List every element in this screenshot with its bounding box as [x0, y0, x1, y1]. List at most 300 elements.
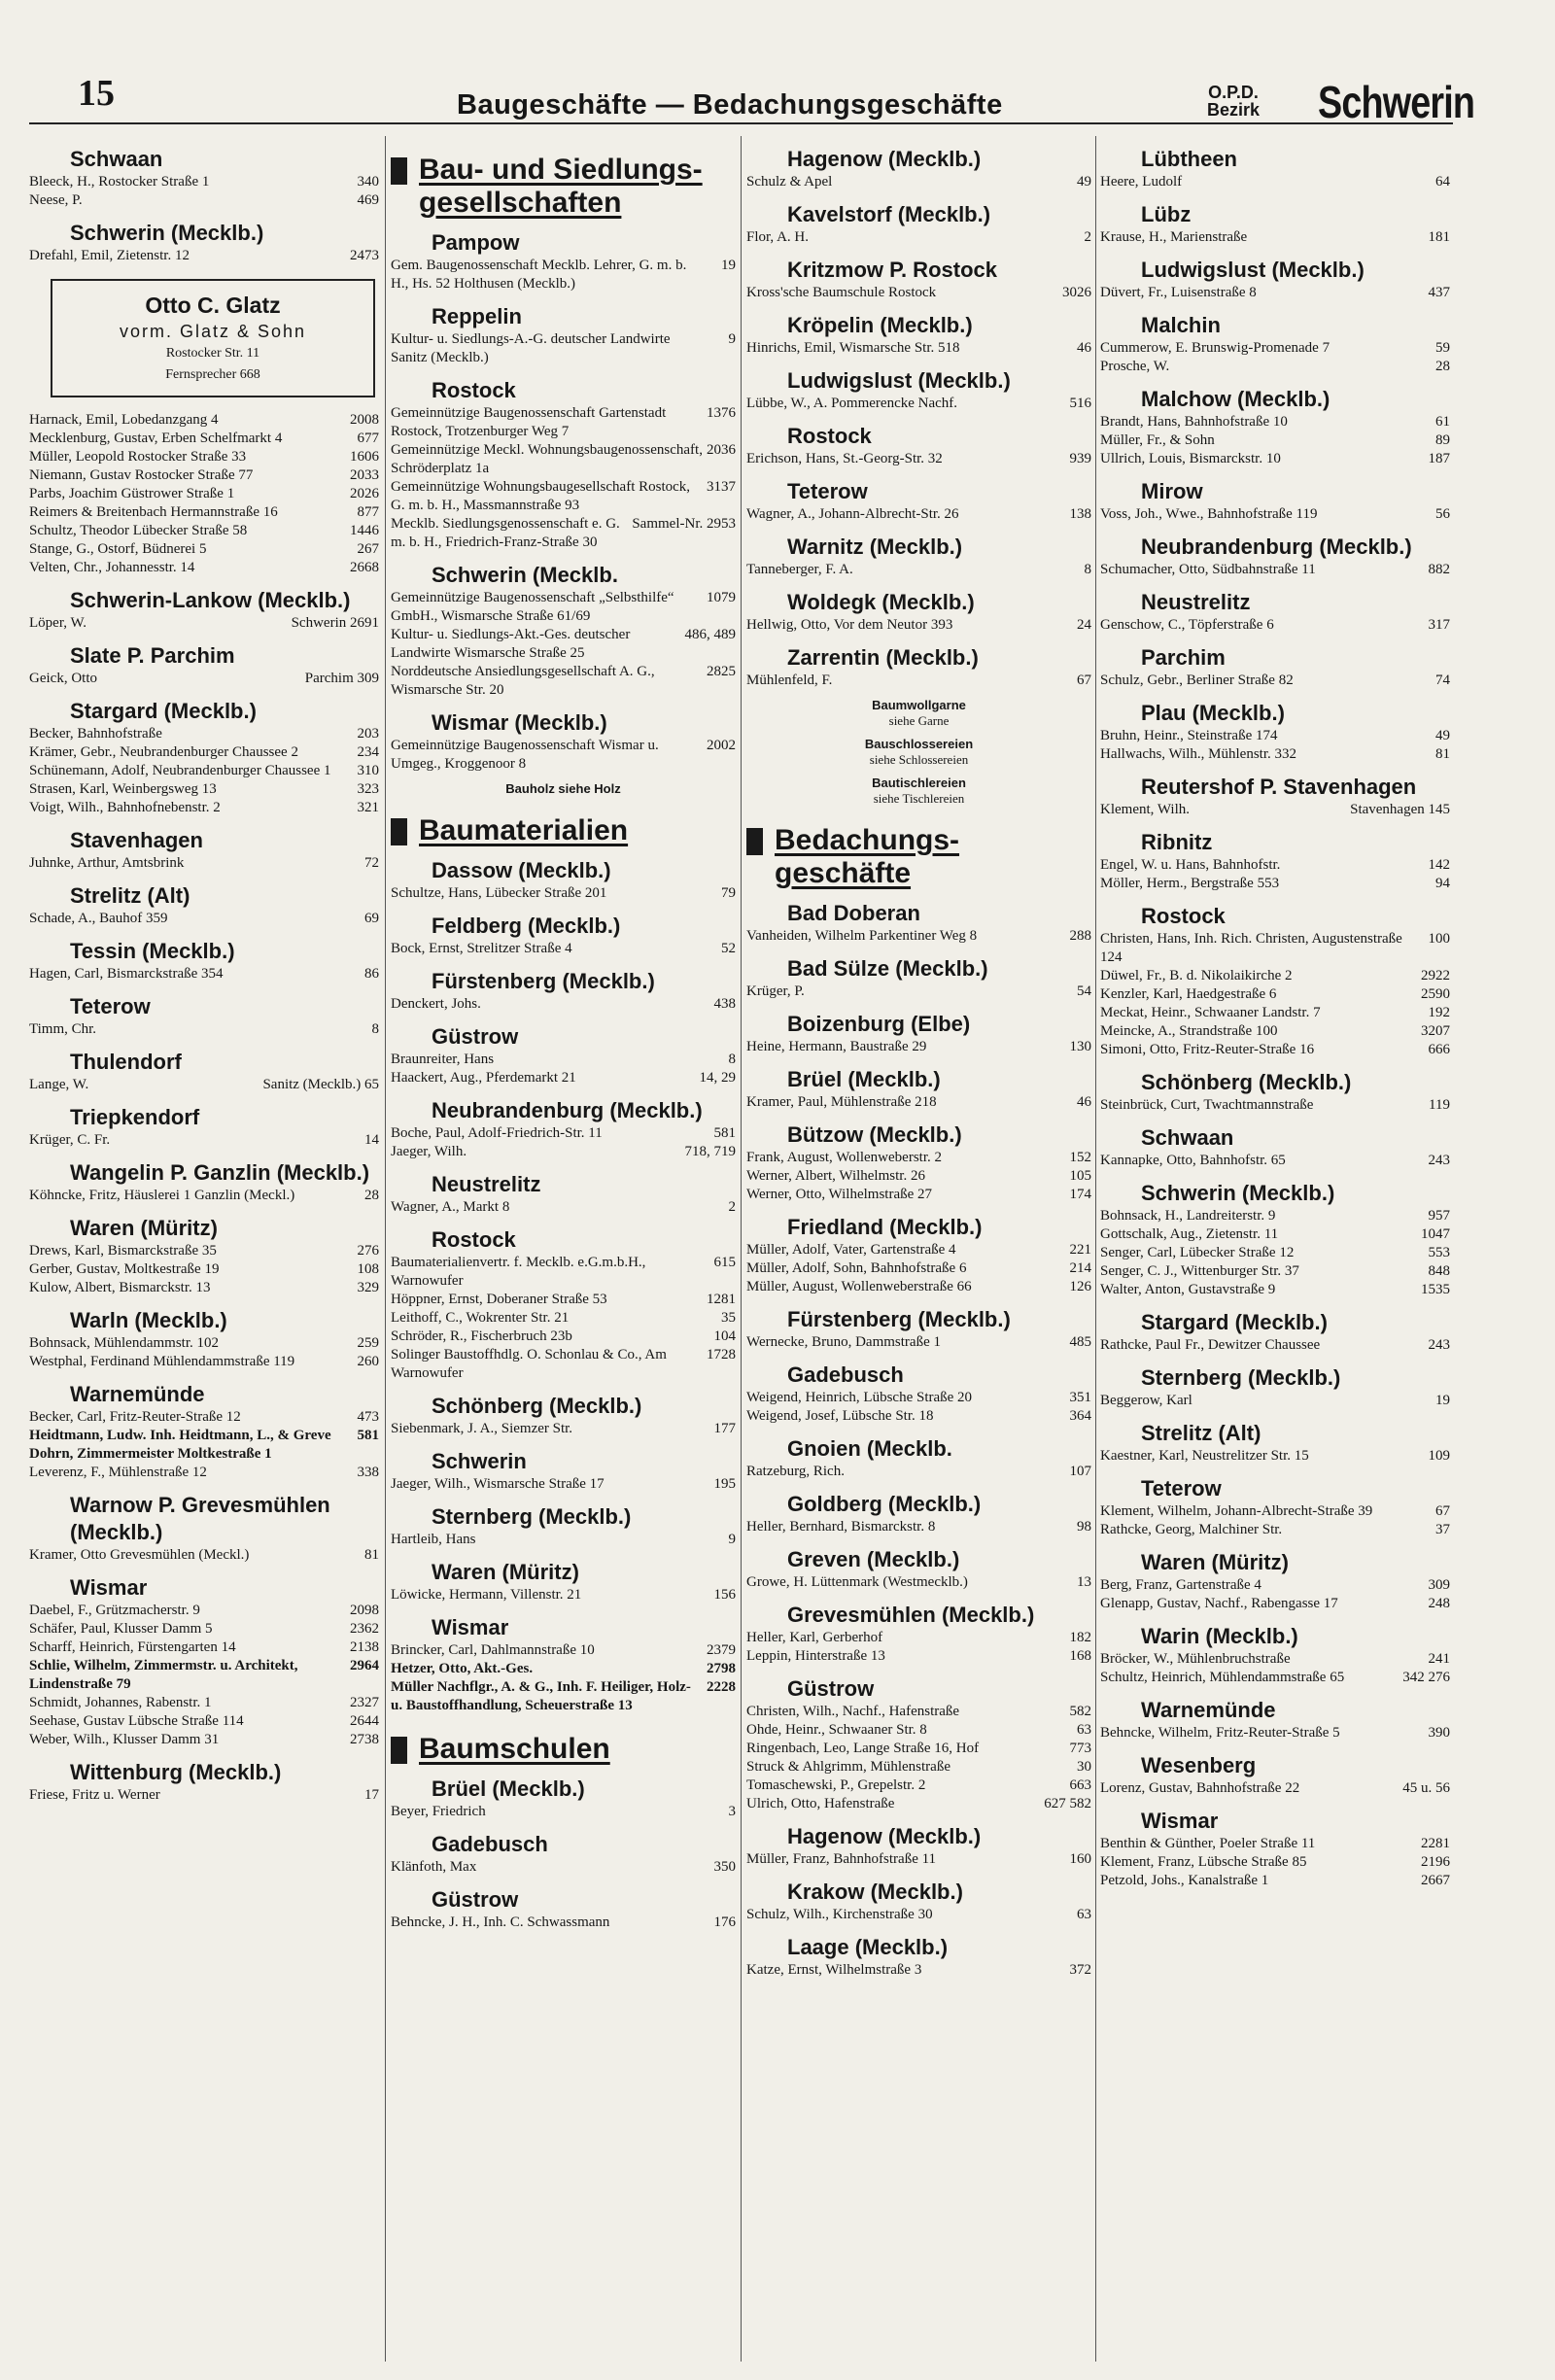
entry-name: Rathcke, Paul Fr., Dewitzer Chaussee	[1100, 1337, 1321, 1353]
entry-phone: 54	[1077, 983, 1091, 999]
section-title: Baumaterialien	[419, 814, 629, 846]
directory-entry	[29, 1546, 379, 1565]
directory-entry	[1100, 930, 1450, 967]
column-divider	[1095, 136, 1096, 2362]
directory-entry	[391, 1678, 736, 1715]
locality-heading: Mirow	[1141, 479, 1203, 503]
directory-entry	[1100, 284, 1450, 302]
directory-entry	[29, 1638, 379, 1657]
locality-heading: Kritzmow P. Rostock	[787, 258, 997, 282]
entry-name: Kaestner, Karl, Neustrelitzer Str. 15	[1100, 1448, 1309, 1464]
running-title: Baugeschäfte — Bedachungsgeschäfte	[457, 89, 1003, 121]
entry-phone: 2033	[350, 467, 379, 483]
entry-phone: 486, 489	[684, 627, 736, 642]
directory-entry	[1100, 1281, 1450, 1299]
advertisement-box	[51, 279, 375, 397]
entry-name: Klement, Wilhelm, Johann-Albrecht-Straße 39	[1100, 1503, 1373, 1519]
entry-phone: 288	[1069, 928, 1091, 944]
cross-reference	[746, 737, 1091, 768]
entry-phone: 437	[1428, 285, 1450, 300]
entry-phone: 35	[721, 1310, 736, 1326]
entry-phone: 1281	[707, 1292, 736, 1307]
locality-heading: Boizenburg (Elbe)	[787, 1012, 971, 1036]
entry-phone: 28	[1435, 359, 1450, 374]
directory-entry	[391, 1586, 736, 1604]
entry-phone: 28	[364, 1188, 379, 1203]
entry-phone: 615	[713, 1255, 736, 1270]
entry-name: Hallwachs, Wilh., Mühlenstr. 332	[1100, 746, 1297, 762]
entry-phone: 234	[357, 744, 379, 760]
entry-name: Drews, Karl, Bismarckstraße 35	[29, 1243, 217, 1259]
reference-term: Bautischlereien	[872, 776, 966, 790]
cross-reference	[746, 776, 1091, 807]
entry-name: Bohnsack, H., Landreiterstr. 9	[1100, 1208, 1276, 1224]
directory-entry	[746, 505, 1091, 524]
entry-name: Gottschalk, Aug., Zietenstr. 11	[1100, 1226, 1279, 1242]
directory-entry	[391, 1420, 736, 1438]
directory-entry	[29, 430, 379, 448]
entry-phone: Schwerin 2691	[291, 615, 379, 631]
locality-heading: Thulendorf	[70, 1050, 182, 1074]
locality-heading: Schwerin (Mecklb.)	[1141, 1181, 1335, 1205]
entry-name: Flor, A. H.	[746, 229, 809, 245]
directory-entry	[1100, 413, 1450, 431]
entry-phone: 773	[1069, 1741, 1091, 1756]
entry-phone: 138	[1069, 506, 1091, 522]
locality-heading: Parchim	[1141, 645, 1226, 670]
entry-name: Wernecke, Bruno, Dammstraße 1	[746, 1334, 941, 1350]
entry-name: Schulz & Apel	[746, 174, 833, 190]
column-1	[29, 136, 379, 1805]
directory-entry	[391, 1641, 736, 1660]
entry-phone: 350	[713, 1859, 736, 1875]
entry-phone: Sanitz (Mecklb.) 65	[262, 1077, 379, 1092]
locality-heading: Stavenhagen	[70, 828, 203, 852]
entry-name: Müller, Fr., & Sohn	[1100, 432, 1215, 448]
directory-entry	[29, 799, 379, 817]
entry-name: Neese, P.	[29, 192, 83, 208]
entry-phone: 2798	[707, 1661, 736, 1676]
entry-phone: 79	[721, 885, 736, 901]
locality-heading: Rostock	[787, 424, 872, 448]
directory-entry	[391, 940, 736, 958]
entry-phone: 9	[728, 1532, 736, 1547]
entry-phone: 248	[1428, 1596, 1450, 1611]
entry-phone: 939	[1069, 451, 1091, 466]
entry-name: Leithoff, C., Wokrenter Str. 21	[391, 1310, 570, 1326]
entry-phone: 2281	[1421, 1836, 1450, 1851]
directory-entry	[391, 589, 736, 626]
directory-entry	[746, 1149, 1091, 1167]
entry-name: Klement, Wilh.	[1100, 802, 1191, 817]
section-marker-square	[746, 828, 763, 855]
locality-heading: Ludwigslust (Mecklb.)	[1141, 258, 1365, 282]
entry-phone: 2098	[350, 1603, 379, 1618]
entry-phone: 142	[1428, 857, 1450, 873]
entry-name: Walter, Anton, Gustavstraße 9	[1100, 1282, 1276, 1297]
directory-entry	[1100, 1447, 1450, 1466]
entry-name: Reimers & Breitenbach Hermannstraße 16	[29, 504, 278, 520]
section-marker-square	[391, 157, 407, 185]
directory-entry	[746, 1795, 1091, 1813]
entry-phone: 259	[357, 1335, 379, 1351]
entry-phone: 56	[1435, 506, 1450, 522]
entry-name: Heidtmann, Ludw. Inh. Heidtmann, L., & Greve Dohrn, Zimmermeister Moltkestraße 1	[29, 1428, 331, 1462]
entry-phone: 64	[1435, 174, 1450, 190]
column-divider	[741, 136, 742, 2362]
locality-heading: Wittenburg (Mecklb.)	[70, 1760, 282, 1784]
directory-entry	[746, 672, 1091, 690]
entry-phone: 321	[357, 800, 379, 815]
directory-entry	[29, 1260, 379, 1279]
entry-phone: 2196	[1421, 1854, 1450, 1870]
entry-phone: 677	[357, 431, 379, 446]
directory-entry	[391, 515, 736, 552]
entry-name: Brincker, Carl, Dahlmannstraße 10	[391, 1642, 595, 1658]
locality-heading: Schwerin (Mecklb.	[432, 563, 618, 587]
entry-name: Müller, Franz, Bahnhofstraße 11	[746, 1851, 937, 1867]
directory-entry	[29, 1694, 379, 1712]
entry-name: Leppin, Hinterstraße 13	[746, 1648, 885, 1664]
entry-phone: 323	[357, 781, 379, 797]
entry-name: Klänfoth, Max	[391, 1859, 477, 1875]
directory-entry	[391, 663, 736, 700]
entry-phone: 3026	[1062, 285, 1091, 300]
directory-entry	[391, 1475, 736, 1494]
entry-name: Heller, Karl, Gerberhof	[746, 1630, 883, 1645]
entry-name: Schultz, Theodor Lübecker Straße 58	[29, 523, 248, 538]
directory-entry	[29, 466, 379, 485]
locality-heading: Gadebusch	[432, 1832, 548, 1856]
ad-address: Rostocker Str. 11	[165, 346, 260, 361]
entry-name: Brandt, Hans, Bahnhofstraße 10	[1100, 414, 1288, 430]
entry-name: Leverenz, F., Mühlenstraße 12	[29, 1465, 207, 1480]
entry-phone: 1079	[707, 590, 736, 605]
directory-entry	[746, 1961, 1091, 1980]
entry-name: Kramer, Otto Grevesmühlen (Meckl.)	[29, 1547, 250, 1563]
entry-name: Prosche, W.	[1100, 359, 1170, 374]
entry-phone: 329	[357, 1280, 379, 1295]
locality-heading: Güstrow	[432, 1024, 519, 1049]
directory-entry	[746, 1278, 1091, 1296]
entry-name: Rathcke, Georg, Malchiner Str.	[1100, 1522, 1283, 1537]
locality-heading: Teterow	[787, 479, 868, 503]
locality-heading: Ribnitz	[1141, 830, 1213, 854]
entry-name: Tanneberger, F. A.	[746, 562, 853, 577]
section-marker-square	[391, 818, 407, 845]
entry-phone: 1728	[707, 1347, 736, 1362]
entry-phone: 109	[1428, 1448, 1450, 1464]
locality-heading: Schwerin	[432, 1449, 527, 1473]
entry-phone: 581	[713, 1125, 736, 1141]
entry-phone: 9	[728, 331, 736, 347]
cross-reference	[746, 698, 1091, 729]
entry-phone: 156	[713, 1587, 736, 1603]
entry-name: Schultz, Heinrich, Mühlendammstraße 65	[1100, 1670, 1345, 1685]
entry-name: Lange, W.	[29, 1077, 89, 1092]
entry-name: Tomaschewski, P., Grepelstr. 2	[746, 1777, 926, 1793]
reference-target: siehe Schlossereien	[869, 752, 969, 767]
entry-phone: 2667	[1421, 1873, 1450, 1888]
directory-entry	[391, 995, 736, 1014]
entry-phone: 309	[1428, 1577, 1450, 1593]
directory-entry	[1100, 1650, 1450, 1669]
entry-phone: 2379	[707, 1642, 736, 1658]
directory-entry	[29, 1131, 379, 1150]
entry-name: Christen, Hans, Inh. Rich. Christen, Augustenstraße 124	[1100, 931, 1402, 965]
locality-heading: Wangelin P. Ganzlin (Mecklb.)	[70, 1160, 370, 1185]
locality-heading: Bad Sülze (Mecklb.)	[787, 956, 988, 981]
section-marker-square	[391, 1737, 407, 1764]
directory-entry	[1100, 561, 1450, 579]
entry-phone: 469	[357, 192, 379, 208]
entry-name: Growe, H. Lüttenmark (Westmecklb.)	[746, 1574, 968, 1590]
directory-entry	[746, 1389, 1091, 1407]
entry-phone: Sammel-Nr. 2953	[632, 516, 736, 532]
directory-entry	[746, 450, 1091, 468]
locality-heading: Laage (Mecklb.)	[787, 1935, 949, 1959]
entry-phone: 8	[1084, 562, 1091, 577]
entry-phone: 181	[1428, 229, 1450, 245]
locality-heading: Strelitz (Alt)	[1141, 1421, 1261, 1445]
reference-target: siehe Garne	[888, 713, 950, 728]
directory-entry	[1100, 1835, 1450, 1853]
locality-heading: Wismar	[70, 1575, 148, 1600]
entry-name: Gemeinnützige Baugenossenschaft „Selbsthilfe“ GmbH., Wismarsche Straße 61/69	[391, 590, 674, 624]
directory-entry	[1100, 1521, 1450, 1539]
entry-phone: 17	[364, 1787, 379, 1803]
entry-name: Weigend, Josef, Lübsche Str. 18	[746, 1408, 934, 1424]
entry-name: Bruhn, Heinr., Steinstraße 174	[1100, 728, 1278, 743]
entry-name: Krüger, C. Fr.	[29, 1132, 111, 1148]
ad-former-name: vorm. Glatz & Sohn	[119, 322, 307, 341]
entry-name: Heine, Hermann, Baustraße 29	[746, 1039, 927, 1054]
locality-heading: Kavelstorf (Mecklb.)	[787, 202, 991, 226]
page-header	[29, 60, 1475, 138]
entry-name: Berg, Franz, Gartenstraße 4	[1100, 1577, 1261, 1593]
entry-phone: 187	[1428, 451, 1450, 466]
directory-entry	[1100, 856, 1450, 875]
entry-phone: 317	[1428, 617, 1450, 633]
directory-entry	[746, 339, 1091, 358]
locality-heading: Warnemünde	[70, 1382, 205, 1406]
directory-entry	[29, 522, 379, 540]
section-heading	[746, 824, 1091, 890]
entry-name: Hartleib, Hans	[391, 1532, 476, 1547]
entry-phone: 310	[357, 763, 379, 778]
entry-phone: 2738	[350, 1732, 379, 1747]
directory-entry	[746, 1703, 1091, 1721]
locality-heading: Wesenberg	[1141, 1753, 1257, 1777]
directory-entry	[391, 626, 736, 663]
locality-heading: Dassow (Mecklb.)	[432, 858, 611, 882]
district-city: Schwerin	[1318, 77, 1475, 127]
directory-entry	[746, 1629, 1091, 1647]
entry-phone: 2644	[350, 1713, 379, 1729]
entry-name: Schulz, Gebr., Berliner Straße 82	[1100, 673, 1294, 688]
entry-name: Müller, Adolf, Vater, Gartenstraße 4	[746, 1242, 956, 1258]
reference-term: Baumwollgarne	[872, 698, 966, 712]
entry-name: Müller, August, Wollenweberstraße 66	[746, 1279, 972, 1294]
entry-name: Seehase, Gustav Lübsche Straße 114	[29, 1713, 244, 1729]
locality-heading: Neustrelitz	[1141, 590, 1251, 614]
directory-entry	[746, 284, 1091, 302]
entry-phone: 72	[364, 855, 379, 871]
directory-entry	[1100, 801, 1450, 819]
directory-entry	[746, 616, 1091, 635]
entry-name: Geick, Otto	[29, 671, 97, 686]
entry-phone: 473	[357, 1409, 379, 1425]
entry-phone: 2	[728, 1199, 736, 1215]
entry-name: Jaeger, Wilh.	[391, 1144, 467, 1159]
directory-entry	[746, 1758, 1091, 1776]
entry-phone: Stavenhagen 145	[1350, 802, 1450, 817]
entry-phone: 61	[1435, 414, 1450, 430]
entry-phone: 2922	[1421, 968, 1450, 983]
entry-phone: 2327	[350, 1695, 379, 1710]
entry-name: Scharff, Heinrich, Fürstengarten 14	[29, 1639, 236, 1655]
header-rule	[29, 122, 1453, 124]
entry-name: Frank, August, Wollenweberstr. 2	[746, 1150, 942, 1165]
directory-entry	[391, 1803, 736, 1821]
locality-heading: Waren (Müritz)	[432, 1560, 579, 1584]
locality-heading: Krakow (Mecklb.)	[787, 1880, 963, 1904]
entry-name: Haackert, Aug., Pferdemarkt 21	[391, 1070, 576, 1086]
directory-entry	[1100, 1392, 1450, 1410]
locality-heading: Schönberg (Mecklb.)	[1141, 1070, 1352, 1094]
entry-name: Voigt, Wilh., Bahnhofnebenstr. 2	[29, 800, 221, 815]
entry-phone: 30	[1077, 1759, 1091, 1775]
entry-phone: 19	[1435, 1393, 1450, 1408]
entry-name: Gemeinnützige Wohnungsbaugesellschaft Rostock, G. m. b. H., Massmannstraße 93	[391, 479, 691, 513]
entry-name: Müller Nachflgr., A. & G., Inh. F. Heiliger, Holz- u. Baustoffhandlung, Scheuerstraße 13	[391, 1679, 691, 1713]
entry-phone: 69	[364, 911, 379, 926]
column-divider	[385, 136, 386, 2362]
entry-name: Harnack, Emil, Lobedanzgang 4	[29, 412, 219, 428]
entry-name: Mühlenfeld, F.	[746, 673, 833, 688]
entry-name: Braunreiter, Hans	[391, 1052, 495, 1067]
entry-name: Becker, Bahnhofstraße	[29, 726, 162, 742]
directory-entry	[746, 228, 1091, 247]
entry-name: Köhncke, Fritz, Häuslerei 1 Ganzlin (Meckl.)	[29, 1188, 295, 1203]
entry-phone: 3207	[1421, 1023, 1450, 1039]
locality-heading: Waren (Müritz)	[70, 1216, 218, 1240]
entry-phone: 152	[1069, 1150, 1091, 1165]
locality-heading: Rostock	[1141, 904, 1226, 928]
directory-entry	[746, 1093, 1091, 1112]
entry-phone: 848	[1428, 1263, 1450, 1279]
entry-name: Bleeck, H., Rostocker Straße 1	[29, 174, 210, 190]
entry-phone: 2964	[350, 1658, 379, 1673]
entry-name: Bock, Ernst, Strelitzer Straße 4	[391, 941, 572, 956]
directory-entry	[1100, 1152, 1450, 1170]
directory-entry	[746, 1647, 1091, 1666]
directory-entry	[391, 1051, 736, 1069]
entry-phone: 364	[1069, 1408, 1091, 1424]
entry-phone: 45 u. 56	[1402, 1780, 1450, 1796]
directory-entry	[746, 1518, 1091, 1536]
locality-heading: Lübz	[1141, 202, 1192, 226]
entry-phone: 8	[371, 1021, 379, 1037]
entry-name: Erichson, Hans, St.-Georg-Str. 32	[746, 451, 943, 466]
locality-heading: Güstrow	[787, 1676, 875, 1701]
entry-phone: 2362	[350, 1621, 379, 1637]
directory-entry	[1100, 967, 1450, 985]
locality-heading: Greven (Mecklb.)	[787, 1547, 960, 1571]
entry-name: Hetzer, Otto, Akt.-Ges.	[391, 1661, 534, 1676]
entry-name: Stange, G., Ostorf, Büdnerei 5	[29, 541, 207, 557]
entry-phone: 267	[357, 541, 379, 557]
entry-phone: 351	[1069, 1390, 1091, 1405]
reference-term: Bauschlossereien	[864, 737, 974, 751]
directory-entry	[746, 1463, 1091, 1481]
directory-entry	[29, 1408, 379, 1427]
directory-entry	[1100, 1041, 1450, 1059]
entry-name: Heller, Bernhard, Bismarckstr. 8	[746, 1519, 936, 1535]
entry-name: Ratzeburg, Rich.	[746, 1464, 845, 1479]
locality-heading: Reutershof P. Stavenhagen	[1141, 775, 1417, 799]
directory-entry	[29, 1620, 379, 1638]
directory-entry	[29, 1786, 379, 1805]
entry-phone: 182	[1069, 1630, 1091, 1645]
directory-entry	[29, 743, 379, 762]
entry-name: Schumacher, Otto, Südbahnstraße 11	[1100, 562, 1316, 577]
entry-name: Beyer, Friedrich	[391, 1804, 486, 1819]
column-3	[746, 136, 1091, 1980]
bezirk-line: Bezirk	[1207, 100, 1261, 120]
entry-name: Höppner, Ernst, Doberaner Straße 53	[391, 1292, 607, 1307]
entry-phone: 718, 719	[684, 1144, 736, 1159]
entry-phone: 63	[1077, 1907, 1091, 1922]
entry-name: Daebel, F., Grützmacherstr. 9	[29, 1603, 200, 1618]
directory-entry	[29, 1279, 379, 1297]
directory-entry	[29, 247, 379, 265]
directory-entry	[1100, 450, 1450, 468]
entry-phone: 276	[357, 1243, 379, 1259]
entry-name: Petzold, Johs., Kanalstraße 1	[1100, 1873, 1269, 1888]
directory-entry	[1100, 1096, 1450, 1115]
directory-entry	[391, 330, 736, 367]
reference-target: siehe Tischlereien	[873, 791, 965, 806]
entry-name: Wagner, A., Markt 8	[391, 1199, 510, 1215]
entry-phone: 485	[1069, 1334, 1091, 1350]
entry-name: Behncke, J. H., Inh. C. Schwassmann	[391, 1914, 610, 1930]
entry-name: Krüger, P.	[746, 983, 805, 999]
directory-entry	[1100, 1022, 1450, 1041]
entry-name: Timm, Chr.	[29, 1021, 97, 1037]
entry-name: Heere, Ludolf	[1100, 174, 1183, 190]
entry-phone: 67	[1077, 673, 1091, 688]
entry-phone: 2668	[350, 560, 379, 575]
locality-heading: Hagenow (Mecklb.)	[787, 1824, 982, 1848]
entry-name: Krause, H., Marienstraße	[1100, 229, 1248, 245]
entry-name: Klement, Franz, Lübsche Straße 85	[1100, 1854, 1307, 1870]
entry-phone: 221	[1069, 1242, 1091, 1258]
entry-phone: 338	[357, 1465, 379, 1480]
locality-heading: Goldberg (Mecklb.)	[787, 1492, 982, 1516]
entry-phone: 582	[1069, 1704, 1091, 1719]
directory-entry	[1100, 1724, 1450, 1742]
entry-name: Ulrich, Otto, Hafenstraße	[746, 1796, 895, 1811]
reference-term: Bauholz siehe Holz	[505, 781, 621, 796]
locality-heading: Malchow (Mecklb.)	[1141, 387, 1330, 411]
entry-name: Lorenz, Gustav, Bahnhofstraße 22	[1100, 1780, 1300, 1796]
directory-entry	[746, 1186, 1091, 1204]
entry-name: Denckert, Johs.	[391, 996, 481, 1012]
entry-phone: 241	[1428, 1651, 1450, 1667]
directory-entry	[29, 854, 379, 873]
entry-phone: 243	[1428, 1153, 1450, 1168]
